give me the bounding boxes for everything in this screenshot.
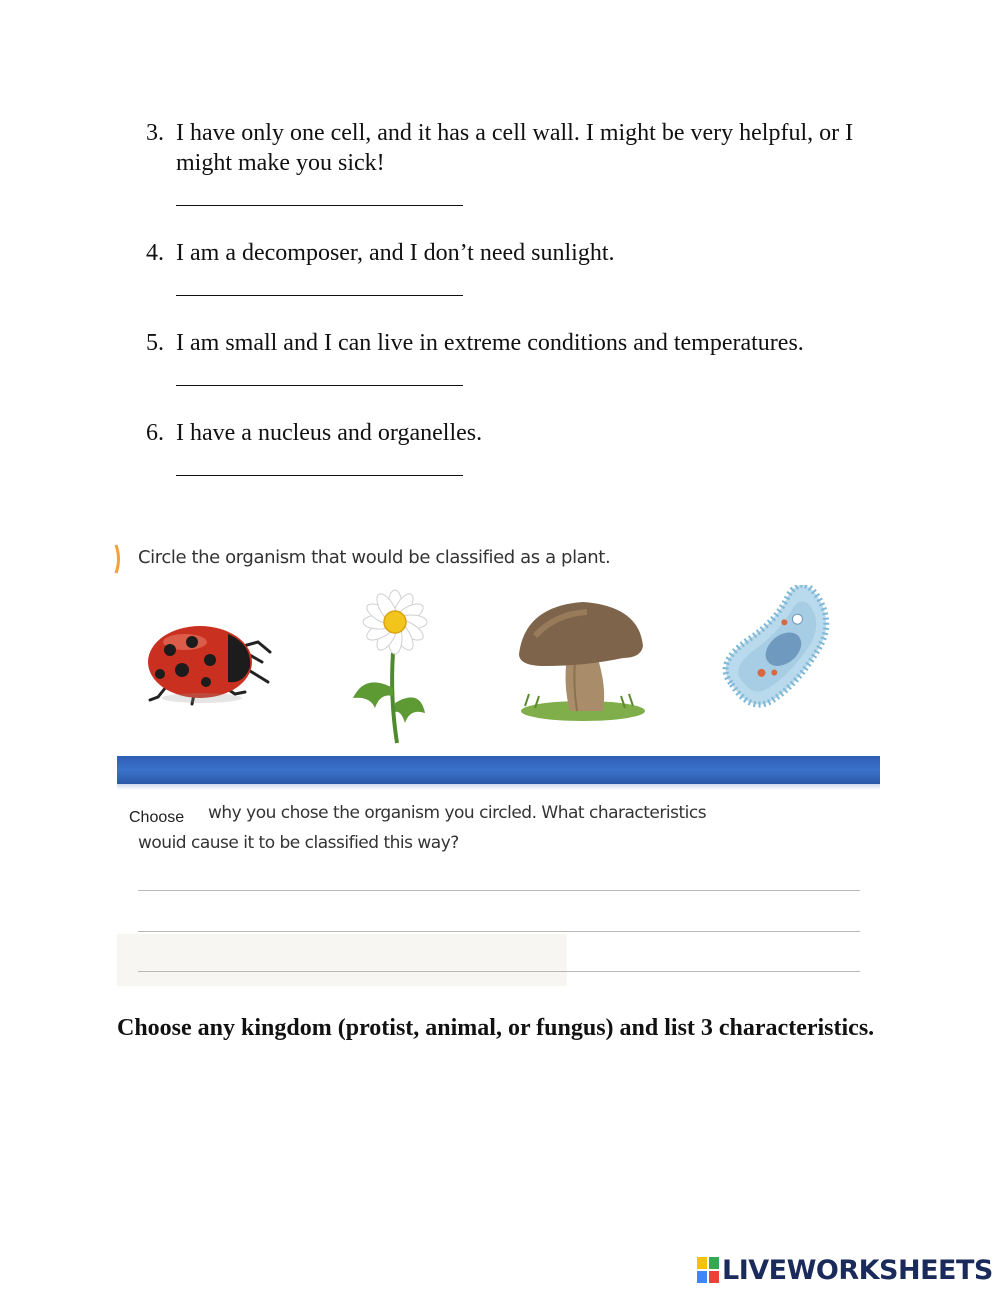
faded-background (117, 934, 567, 986)
question-number: 6. (146, 420, 164, 446)
question-text: I have only one cell, and it has a cell wall. I might be very helpful, or I might make you sick! (176, 120, 854, 176)
section-divider-band (117, 756, 880, 784)
question-text: I am a decomposer, and I don’t need sunlight. (176, 240, 615, 266)
why-prompt-line2: wouid cause it to be classified this way? (138, 833, 459, 853)
liveworksheets-logo (697, 1254, 993, 1286)
answer-line-5[interactable] (176, 385, 463, 386)
circle-instruction: Circle the organism that would be classified as a plant. (138, 547, 611, 568)
answer-line-3[interactable] (176, 205, 463, 206)
writing-line-1[interactable] (138, 890, 860, 891)
logo-blocks-icon (697, 1257, 719, 1283)
question-text: I have a nucleus and organelles. (176, 420, 483, 446)
question-number: 4. (146, 240, 164, 266)
question-text: I am small and I can live in extreme conditions and temperatures. (176, 330, 804, 356)
question-number: 5. (146, 330, 164, 356)
answer-line-4[interactable] (176, 295, 463, 296)
answer-line-6[interactable] (176, 475, 463, 476)
kingdom-prompt: Choose any kingdom (protist, animal, or fungus) and list 3 characteristics. (117, 1015, 875, 1041)
paramecium-icon[interactable] (705, 585, 855, 727)
question-number: 3. (146, 120, 164, 146)
choose-dropdown[interactable]: Choose (129, 809, 185, 826)
writing-line-2[interactable] (138, 931, 860, 932)
daisy-icon[interactable] (335, 588, 435, 748)
band-shadow (117, 784, 880, 790)
why-prompt-line1: why you chose the organism you circled. What characteristics (208, 803, 707, 823)
ladybug-icon[interactable] (140, 612, 275, 707)
logo-text: LIVEWORKSHEETS (722, 1254, 993, 1286)
writing-line-3[interactable] (138, 971, 860, 972)
orange-bracket-icon (114, 544, 122, 574)
mushroom-icon[interactable] (515, 596, 645, 724)
